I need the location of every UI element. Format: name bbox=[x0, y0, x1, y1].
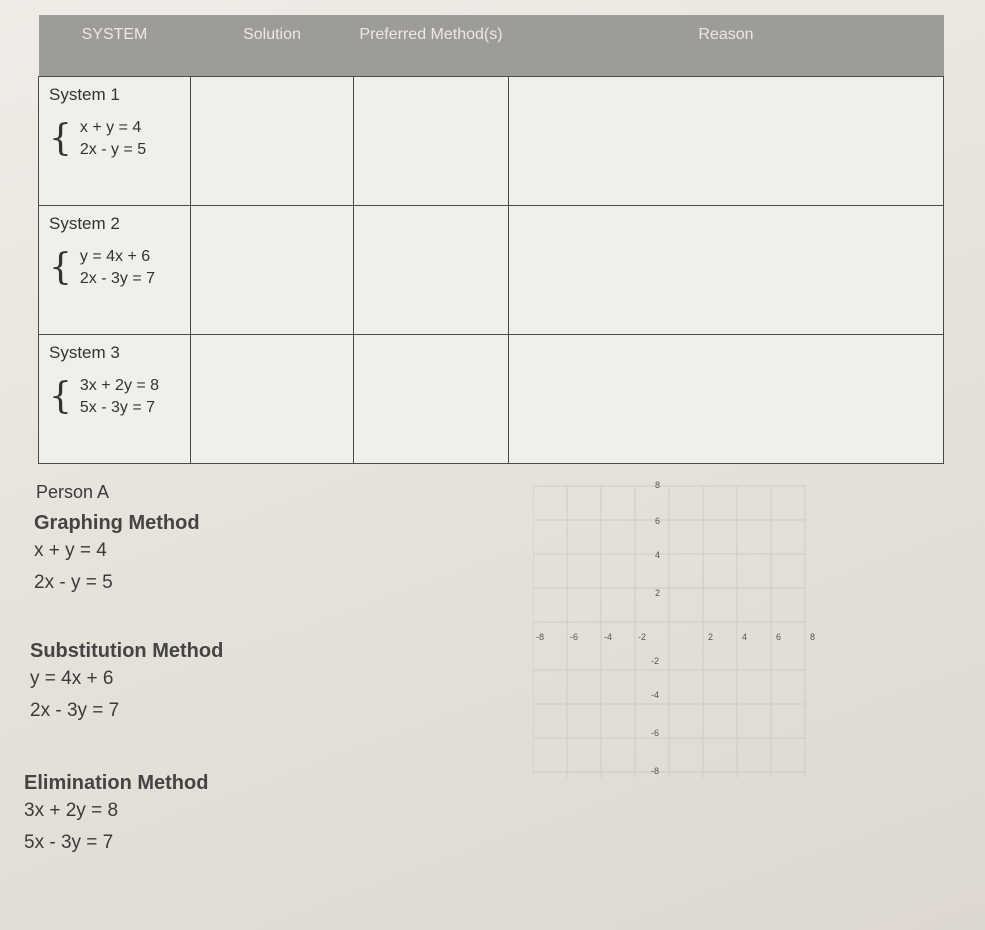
brace-icon: { bbox=[49, 247, 72, 288]
brace-icon: { bbox=[49, 118, 72, 159]
system-cell bbox=[39, 335, 191, 464]
equation: 5x - 3y = 7 bbox=[24, 832, 114, 853]
graphing-method-block bbox=[34, 512, 200, 599]
header-system: SYSTEM bbox=[39, 15, 191, 77]
system-cell bbox=[39, 77, 191, 206]
equation: 2x - 3y = 7 bbox=[79, 270, 156, 287]
system-label: System 1 bbox=[49, 85, 120, 104]
x-tick-label: 8 bbox=[810, 632, 816, 642]
x-tick-label: 2 bbox=[708, 632, 714, 642]
reason-cell[interactable] bbox=[509, 206, 944, 335]
header-reason: Reason bbox=[509, 15, 944, 77]
equation: 5x - 3y = 7 bbox=[79, 399, 156, 416]
y-tick-label: -2 bbox=[651, 656, 660, 666]
method-title: Substitution Method bbox=[30, 640, 224, 662]
y-tick-label: 8 bbox=[655, 480, 661, 490]
equation: y = 4x + 6 bbox=[30, 668, 114, 689]
solution-cell[interactable] bbox=[191, 77, 354, 206]
system-label: System 3 bbox=[49, 343, 120, 362]
method-title: Elimination Method bbox=[24, 772, 209, 794]
equation: 2x - y = 5 bbox=[79, 141, 147, 158]
y-tick-label: -8 bbox=[651, 766, 660, 776]
x-tick-label: -2 bbox=[638, 632, 647, 642]
equation-system bbox=[49, 375, 180, 419]
x-tick-label: -8 bbox=[536, 632, 545, 642]
y-tick-label: -4 bbox=[651, 690, 660, 700]
equation: x + y = 4 bbox=[34, 540, 107, 561]
y-tick-label: 4 bbox=[655, 550, 661, 560]
brace-icon: { bbox=[49, 376, 72, 417]
x-tick-label: -6 bbox=[570, 632, 579, 642]
solution-cell[interactable] bbox=[191, 335, 354, 464]
equation: 3x + 2y = 8 bbox=[24, 800, 119, 821]
system-cell bbox=[39, 206, 191, 335]
equation: 3x + 2y = 8 bbox=[79, 377, 160, 394]
person-label: Person A bbox=[36, 482, 110, 502]
x-tick-label: 4 bbox=[742, 632, 748, 642]
header-preferred-methods: Preferred Method(s) bbox=[354, 15, 509, 77]
y-tick-label: -6 bbox=[651, 728, 660, 738]
elimination-method-block bbox=[24, 772, 208, 859]
systems-table-container bbox=[38, 15, 943, 464]
table-header-row bbox=[39, 15, 944, 77]
preferred-method-cell[interactable] bbox=[354, 77, 509, 206]
method-title: Graphing Method bbox=[34, 512, 200, 534]
preferred-method-cell[interactable] bbox=[354, 206, 509, 335]
systems-table bbox=[38, 15, 944, 464]
equation: x + y = 4 bbox=[79, 119, 142, 136]
x-tick-label: 6 bbox=[776, 632, 782, 642]
reason-cell[interactable] bbox=[509, 77, 944, 206]
equation: 2x - 3y = 7 bbox=[30, 700, 120, 721]
equation: 2x - y = 5 bbox=[34, 572, 113, 593]
system-label: System 2 bbox=[49, 214, 120, 233]
table-row bbox=[39, 77, 944, 206]
y-tick-label: 2 bbox=[655, 588, 661, 598]
reason-cell[interactable] bbox=[509, 335, 944, 464]
coordinate-grid[interactable] bbox=[533, 478, 823, 783]
solution-cell[interactable] bbox=[191, 206, 354, 335]
table-row bbox=[39, 206, 944, 335]
y-tick-label: 6 bbox=[655, 516, 661, 526]
equation-system bbox=[49, 246, 180, 290]
table-row bbox=[39, 335, 944, 464]
header-solution: Solution bbox=[191, 15, 354, 77]
x-tick-label: -4 bbox=[604, 632, 613, 642]
equation-system bbox=[49, 117, 180, 161]
methods-section bbox=[24, 482, 344, 853]
equation: y = 4x + 6 bbox=[79, 248, 151, 265]
preferred-method-cell[interactable] bbox=[354, 335, 509, 464]
substitution-method-block bbox=[30, 640, 223, 727]
